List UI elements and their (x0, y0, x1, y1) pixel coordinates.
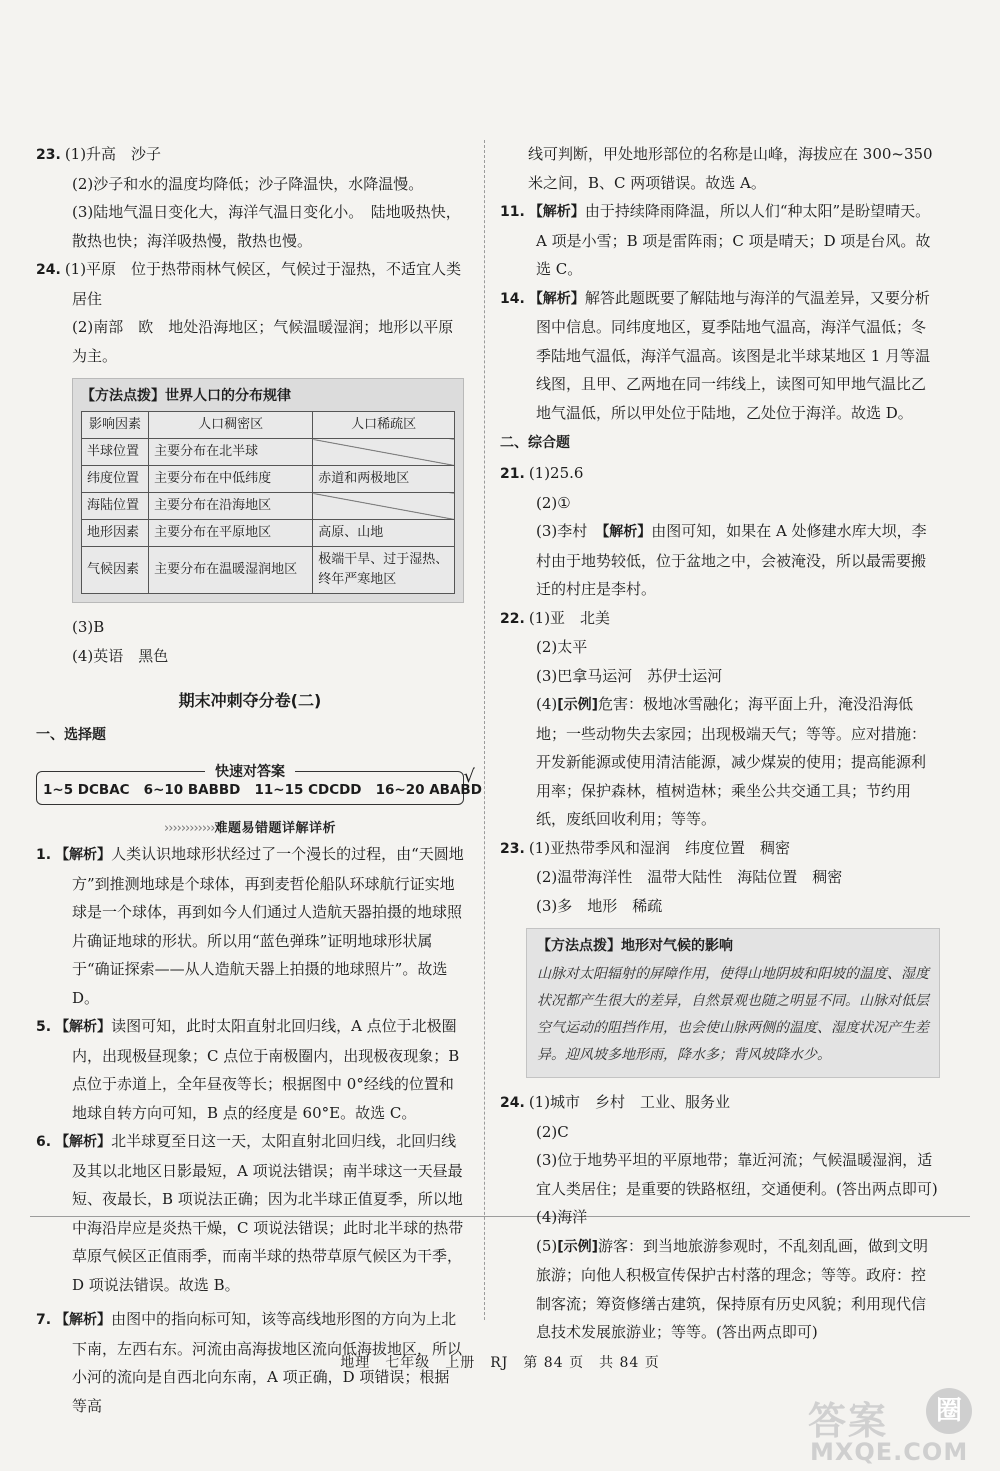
chevrons-icon: ›››››››››››› (164, 821, 215, 836)
tip-heading: 【方法点拨】世界人口的分布规律 (81, 388, 291, 404)
quick-answer-box: 快速对答案 √ 1~5 DCBAC 6~10 BABBD 11~15 CDCDD 16~20 ABABD (36, 771, 464, 805)
watermark-logo: 答案 圈 MXQE.COM (808, 1388, 978, 1468)
table-header: 人口稠密区 (149, 412, 313, 439)
answer-22: 22. (1)亚 北美 (2)太平 (3)巴拿马运河 苏伊士运河 (4)[示例]危害：极地冰雪融化；海平面上升，淹没沿海低地；一些动物失去家园；出现极端天气；等等。应对措施：开发新能源或使用清洁能源，减少煤炭的使用；提高能源利用率；保护森林，植树造林；乘坐公共交通工具；节约用纸，废纸回收利用；等等。 (500, 608, 927, 828)
answer-24: 24. (1)平原 位于热带雨林气候区，气候过于湿热，不适宜人类居住 (2)南部 欧 地处沿海地区；气候温暖湿润；地形以平原为主。 (36, 260, 462, 365)
explanation-11: 11. 【解析】由于持续降雨降温，所以人们“种太阳”是盼望晴天。A 项是小雪；B 项是雷阵雨；C 项是晴天；D 项是台风。故选 C。 (500, 202, 931, 278)
right-column (500, 140, 940, 1347)
table-row: 气候因素 主要分布在温暖湿润地区 极端干旱、过于湿热、终年严寒地区 (82, 547, 455, 594)
tip-body: 山脉对太阳辐射的屏障作用，使得山地阴坡和阳坡的温度、湿度状况都产生很大的差异，自然景观也随之明显不同。山脉对低层空气运动的阻挡作用，也会使山脉两侧的温度、湿度状况产生差异。迎风坡多地形雨，降水多；背风坡降水少。 (537, 966, 929, 1063)
detail-header: ››››››››››››难题易错题详解详析 (164, 821, 336, 836)
table-row: 半球位置 主要分布在北半球 (82, 439, 455, 466)
watermark-badge-icon: 圈 (926, 1388, 972, 1434)
method-tip-population (72, 378, 464, 603)
answer-21: 21. (1)25.6 (2)① (3)李村 【解析】由图可知，如果在 A 处修建水库大坝，李村由于地势较低，位于盆地之中，会被淹没，所以最需要搬迁的村庄是李村。 (500, 464, 927, 598)
explanation-6: 6. 【解析】北半球夏至日这一天，太阳直射北回归线，北回归线及其以北地区日影最短，A 项说法错误；南半球这一天昼最短、夜最长，B 项说法正确；因为北半球正值夏季，所以地中海沿岸应是炎热干燥，C 项说法错误；此时北半球的热带草原气候区正值雨季，而南半球的热带草原气候区为干季，D 项说法错误。故选 B。 (36, 1132, 464, 1294)
explanation-7: 7. 【解析】由图中的指向标可知，该等高线地形图的方向为上北下南，左西右东。河流由高海拔地区流向低海拔地区，所以小河的流向是自西北向东南，A 项正确，D 项错误；根据等高 (36, 1310, 463, 1415)
answer-23: 23. (1)升高 沙子 (2)沙子和水的温度均降低；沙子降温快，水降温慢。 (3)陆地气温日变化大，海洋气温日变化小。 陆地吸热快，散热也快；海洋吸热慢，散热也慢。 (36, 145, 461, 250)
tip-heading: 【方法点拨】地形对气候的影响 (537, 938, 733, 954)
answer-24-right: 24. (1)城市 乡村 工业、服务业 (2)C (3)位于地势平坦的平原地带；靠近河流；气候温暖湿润，适宜人类居住；是重要的铁路枢纽，交通便利。(答出两点即可) (4)海洋 (5)[示例]游客：到当地旅游参观时，不乱刻乱画，做到文明旅游；向他人积极宣传保护古村落的理念；等等。政府：控制客流；筹资修缮古建筑，保持原有历史风貌；利用现代信息技术发展旅游业；等等。(答出两点即可) (500, 1093, 938, 1341)
page-footer: 地理 七年级 上册 RJ 第 84 页 共 84 页 (340, 1355, 660, 1371)
table-header: 人口稀疏区 (313, 412, 455, 439)
explanation-5: 5. 【解析】读图可知，此时太阳直射北回归线，A 点位于北极圈内，出现极昼现象；C 点位于南极圈内，出现极夜现象；B 点位于赤道上，全年昼夜等长；根据图中 0°经线的位置和地球自转方向可知，B 点的经度是 60°E。故选 C。 (36, 1017, 460, 1122)
left-column: 23. (1)升高 沙子 (2)沙子和水的温度均降低；沙子降温快，水降温慢。 (3)陆地气温日变化大，海洋气温日变化小。 陆地吸热快，散热也快；海洋吸热慢，散热也慢。 24. (1)平原 位于热带雨林气候区，气候过于湿热，不适宜人类居住 (2)南部 欧 地处沿海地区；气候温暖湿润；地形以平原为主。 【方法点拨】世界人口的分布规律 影响因素 人口稠密区 人口稀疏区 半球位置 主要分布在北半球 纬度位置 主要分布在中低纬度 赤道和两极地区 海陆位置 主要分布在沿海地区 地形因素 主要分布在平原地区 高原、山地 气候因素 主要分布在温暖湿润地区 极端干旱、过于湿热、终年严寒地区 (3)B (4)英语 黑色 期末冲刺夺分卷(二) 一、选择题 快速对答案 √ 1~5 DCBAC 6~10 BABBD 11~15 CDCDD 16~20 ABABD ››››››››››››难题易错题详解详析 1. 【解析】人类认识地球形状经过了一个漫长的过程，由“天圆地方”到推测地球是个球体，再到麦哲伦船队环球航行证实地球是一个球体，再到如今人们通过人造航天器拍摄的地球照片确证地球的形状。所以用“蓝色弹珠”证明地球形状属于“确证探索——从人造航天器上拍摄的地球照片”。故选 D。 5. 【解析】读图可知，此时太阳直射北回归线，A 点位于北极圈内，出现极昼现象；C 点位于南极圈内，出现极夜现象；B 点位于赤道上，全年昼夜等长；根据图中 0°经线的位置和地球自转方向可知，B 点的经度是 60°E。故选 C。 6. 【解析】北半球夏至日这一天，太阳直射北回归线，北回归线及其以北地区日影最短，A 项说法错误；南半球这一天昼最短、夜最长，B 项说法正确；因为北半球正值夏季，所以地中海沿岸应是炎热干燥，C 项说法错误；此时北半球的热带草原气候区正值雨季，而南半球的热带草原气候区为干季，D 项说法错误。故选 B。 7. 【解析】由图中的指向标可知，该等高线地形图的方向为上北下南，左西右东。河流由高海拔地区流向低海拔地区，所以小河的流向是自西北向东南，A 项正确，D 项错误；根据等高 (36, 140, 464, 1420)
diagonal-cell (313, 493, 455, 520)
section-heading: 二、综合题 (500, 435, 570, 451)
table-row: 纬度位置 主要分布在中低纬度 赤道和两极地区 (82, 466, 455, 493)
method-tip-terrain (526, 928, 940, 1078)
section-heading: 一、选择题 (36, 727, 106, 743)
explanation-7-continued: 线可判断，甲处地形部位的名称是山峰，海拔应在 300~350 米之间，B、C 两项错误。故选 A。 (528, 145, 933, 192)
paper-title: 期末冲刺夺分卷(二) (178, 691, 322, 710)
table-row: 地形因素 主要分布在平原地区 高原、山地 (82, 520, 455, 547)
diagonal-cell (313, 439, 455, 466)
table-header: 影响因素 (82, 412, 149, 439)
explanation-14: 14. 【解析】解答此题既要了解陆地与海洋的气温差异，又要分析图中信息。同纬度地区，夏季陆地气温高，海洋气温低；冬季陆地气温低，海洋气温高。该图是北半球某地区 1 月等温线图，且甲、乙两地在同一纬线上，读图可知甲地气温比乙地气温低，所以甲处位于陆地，乙处位于海洋。故选 D。 (500, 288, 931, 422)
table-row: 海陆位置 主要分布在沿海地区 (82, 493, 455, 520)
answer-23-right: 23. (1)亚热带季风和湿润 纬度位置 稠密 (2)温带海洋性 温带大陆性 海陆位置 稠密 (3)多 地形 稀疏 (500, 838, 843, 915)
explanation-1: 1. 【解析】人类认识地球形状经过了一个漫长的过程，由“天圆地方”到推测地球是个球体，再到麦哲伦船队环球航行证实地球是一个球体，再到如今人们通过人造航天器拍摄的地球照片确证地球的形状。所以用“蓝色弹珠”证明地球形状属于“确证探索——从人造航天器上拍摄的地球照片”。故选 D。 (36, 845, 464, 1007)
column-divider (484, 140, 485, 1320)
population-distribution-table (81, 411, 455, 594)
check-icon: √ (463, 766, 475, 787)
